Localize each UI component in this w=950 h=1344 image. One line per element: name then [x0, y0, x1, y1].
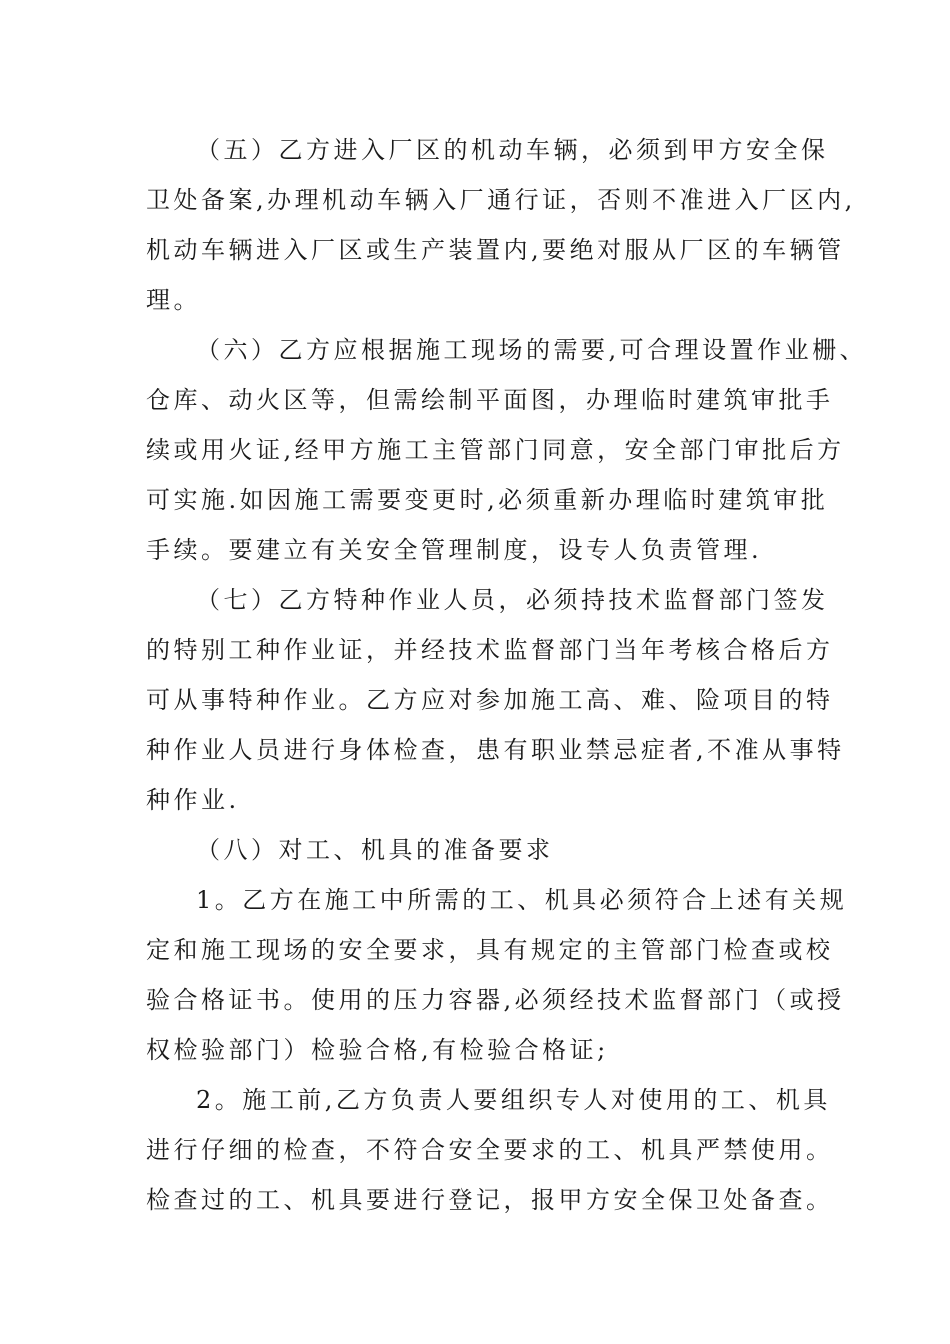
paragraph-5-line-3: 机动车辆进入厂区或生产装置内,要绝对服从厂区的车辆管	[146, 236, 845, 264]
item-1-line-3: 验合格证书。使用的压力容器,必须经技术监督部门（或授	[146, 986, 845, 1014]
section-8-heading: （八）对工、机具的准备要求	[196, 836, 554, 864]
paragraph-6-line-3: 续或用火证,经甲方施工主管部门同意，安全部门审批后方	[146, 436, 845, 464]
paragraph-5-line-4: 理。	[146, 286, 201, 314]
paragraph-7-line-1: （七）乙方特种作业人员，必须持技术监督部门签发	[196, 586, 829, 614]
item-1-line-2: 定和施工现场的安全要求，具有规定的主管部门检查或校	[146, 936, 834, 964]
item-1-line-1: 1。乙方在施工中所需的工、机具必须符合上述有关规	[196, 886, 848, 914]
paragraph-6-line-4: 可实施.如因施工需要变更时,必须重新办理临时建筑审批	[146, 486, 829, 514]
item-2-line-3: 检查过的工、机具要进行登记，报甲方安全保卫处备查。	[146, 1186, 834, 1214]
paragraph-6-line-2: 仓库、动火区等，但需绘制平面图，办理临时建筑审批手	[146, 386, 834, 414]
paragraph-7-line-5: 种作业.	[146, 786, 240, 814]
item-1-line-4: 权检验部门）检验合格,有检验合格证;	[146, 1036, 609, 1064]
paragraph-7-line-3: 可从事特种作业。乙方应对参加施工高、难、险项目的特	[146, 686, 834, 714]
paragraph-5-line-1: （五）乙方进入厂区的机动车辆，必须到甲方安全保	[196, 136, 829, 164]
paragraph-7-line-4: 种作业人员进行身体检查，患有职业禁忌症者,不准从事特	[146, 736, 845, 764]
item-2-line-1: 2。施工前,乙方负责人要组织专人对使用的工、机具	[196, 1086, 831, 1114]
paragraph-5-line-2: 卫处备案,办理机动车辆入厂通行证，否则不准进入厂区内,	[146, 186, 856, 214]
paragraph-7-line-2: 的特别工种作业证，并经技术监督部门当年考核合格后方	[146, 636, 834, 664]
paragraph-6-line-1: （六）乙方应根据施工现场的需要,可合理设置作业栅、	[196, 336, 868, 364]
paragraph-6-line-5: 手续。要建立有关安全管理制度，设专人负责管理.	[146, 536, 763, 564]
item-2-line-2: 进行仔细的检查，不符合安全要求的工、机具严禁使用。	[146, 1136, 834, 1164]
